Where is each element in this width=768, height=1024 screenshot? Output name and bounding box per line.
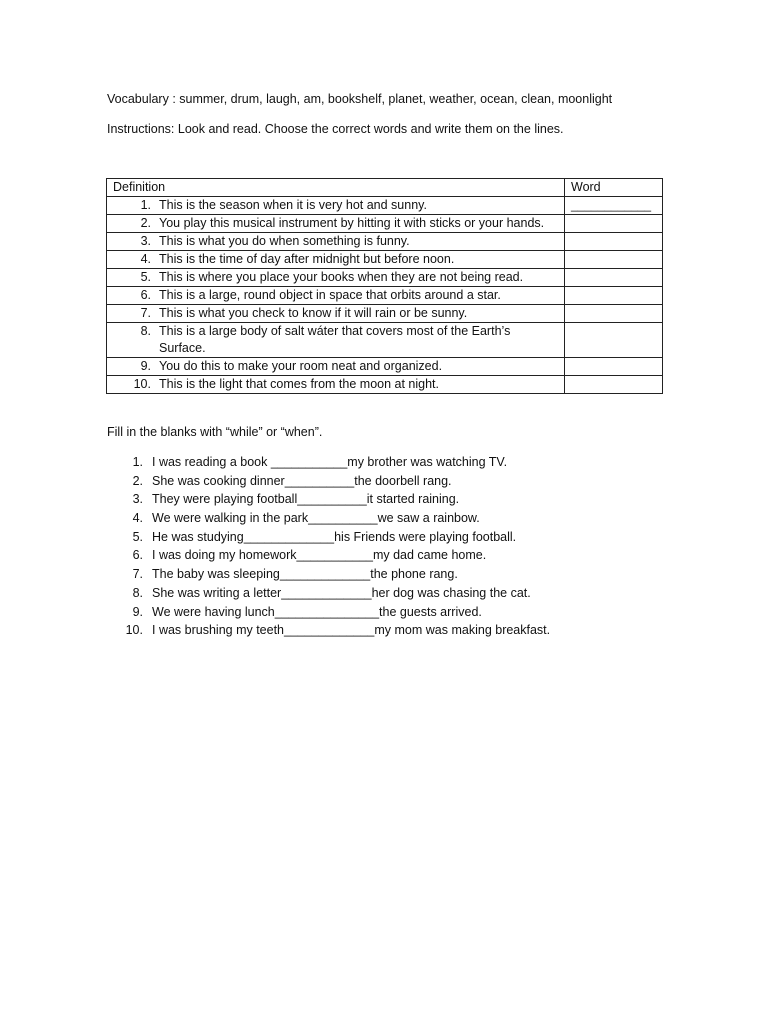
definition-cell xyxy=(107,376,565,394)
definition-number: 10. xyxy=(133,377,151,391)
table-row xyxy=(107,376,663,394)
list-item xyxy=(107,584,550,603)
fill-instructions: Fill in the blanks with “while” or “when”. xyxy=(107,425,323,439)
list-item xyxy=(107,453,550,472)
definition-text: This is a large, round object in space that orbits around a star. xyxy=(159,288,501,302)
table-row xyxy=(107,287,663,305)
table-header-row xyxy=(107,179,663,197)
definition-cell xyxy=(107,323,565,358)
item-number: 7. xyxy=(132,567,143,582)
table-row xyxy=(107,358,663,376)
item-sentence: He was studying_____________his Friends were playing football. xyxy=(152,529,517,544)
list-item xyxy=(107,565,550,584)
list-item xyxy=(107,621,550,640)
item-number: 5. xyxy=(132,529,143,544)
item-sentence: She was writing a letter_____________her dog was chasing the cat. xyxy=(152,585,531,600)
item-sentence: The baby was sleeping_____________the phone rang. xyxy=(152,567,458,582)
item-sentence: We were having lunch_______________the guests arrived. xyxy=(152,604,482,619)
item-number: 10. xyxy=(125,623,143,638)
list-item xyxy=(107,546,550,565)
definition-cell xyxy=(107,251,565,269)
word-answer-cell[interactable] xyxy=(565,215,663,233)
item-number: 4. xyxy=(132,511,143,526)
list-item xyxy=(107,509,550,528)
item-number: 8. xyxy=(132,585,143,600)
definition-text: This is the light that comes from the moon at night. xyxy=(159,377,439,391)
definition-number: 6. xyxy=(140,288,151,302)
definition-table xyxy=(106,178,663,394)
word-answer-cell[interactable] xyxy=(565,269,663,287)
word-answer-cell[interactable] xyxy=(565,287,663,305)
word-answer-cell[interactable] xyxy=(565,233,663,251)
word-header: Word xyxy=(565,179,663,197)
item-sentence: They were playing football__________it started raining. xyxy=(152,492,460,507)
item-number: 1. xyxy=(132,455,143,469)
definition-number: 7. xyxy=(140,306,151,320)
definition-text: This is where you place your books when they are not being read. xyxy=(159,270,524,284)
item-sentence: I was doing my homework___________my dad came home. xyxy=(152,548,487,563)
table-row xyxy=(107,269,663,287)
definition-cell xyxy=(107,215,565,233)
list-item xyxy=(107,490,550,509)
word-answer-cell[interactable] xyxy=(565,305,663,323)
fill-in-list xyxy=(107,453,550,640)
item-sentence: We were walking in the park__________we saw a rainbow. xyxy=(152,511,480,526)
definition-number: 8. xyxy=(140,324,151,338)
definition-number: 1. xyxy=(140,198,151,212)
table-row xyxy=(107,251,663,269)
definition-number: 9. xyxy=(140,359,151,373)
definition-number: 5. xyxy=(140,270,151,284)
definition-header: Definition xyxy=(107,179,565,197)
definition-cell xyxy=(107,305,565,323)
table-row xyxy=(107,197,663,215)
table-row xyxy=(107,233,663,251)
definition-text: This is the time of day after midnight but before noon. xyxy=(159,252,455,266)
definition-cell xyxy=(107,233,565,251)
definition-text: This is a large body of salt wáter that covers most of the Earth’s Surface. xyxy=(159,324,511,355)
word-answer-cell[interactable] xyxy=(565,251,663,269)
instructions-line: Instructions: Look and read. Choose the correct words and write them on the lines. xyxy=(107,122,564,136)
list-item xyxy=(107,528,550,547)
definition-cell xyxy=(107,358,565,376)
definition-text: This is what you check to know if it will rain or be sunny. xyxy=(159,306,468,320)
definition-cell xyxy=(107,197,565,215)
definition-cell xyxy=(107,287,565,305)
definition-cell xyxy=(107,269,565,287)
vocabulary-line: Vocabulary : summer, drum, laugh, am, bookshelf, planet, weather, ocean, clean, moonlight xyxy=(107,92,613,106)
definition-text: This is what you do when something is funny. xyxy=(159,234,410,248)
table-row xyxy=(107,215,663,233)
word-answer-cell[interactable] xyxy=(565,197,663,215)
list-item xyxy=(107,603,550,622)
item-number: 9. xyxy=(132,604,143,619)
item-sentence: She was cooking dinner__________the doorbell rang. xyxy=(152,473,452,488)
list-item xyxy=(107,472,550,491)
item-number: 2. xyxy=(132,473,143,488)
definition-text: You play this musical instrument by hitting it with sticks or your hands. xyxy=(159,216,545,230)
item-number: 3. xyxy=(132,492,143,507)
table-row xyxy=(107,305,663,323)
word-blank: ____________ xyxy=(571,198,652,212)
table-row xyxy=(107,323,663,358)
definition-text: This is the season when it is very hot and sunny. xyxy=(159,198,427,212)
word-answer-cell[interactable] xyxy=(565,376,663,394)
definition-text: You do this to make your room neat and organized. xyxy=(159,359,443,373)
item-sentence: I was brushing my teeth_____________my mom was making breakfast. xyxy=(152,623,551,638)
definition-number: 4. xyxy=(140,252,151,266)
definition-number: 2. xyxy=(140,216,151,230)
word-answer-cell[interactable] xyxy=(565,358,663,376)
word-answer-cell[interactable] xyxy=(565,323,663,358)
item-sentence: I was reading a book ___________my brother was watching TV. xyxy=(152,455,508,469)
item-number: 6. xyxy=(132,548,143,563)
definition-number: 3. xyxy=(140,234,151,248)
